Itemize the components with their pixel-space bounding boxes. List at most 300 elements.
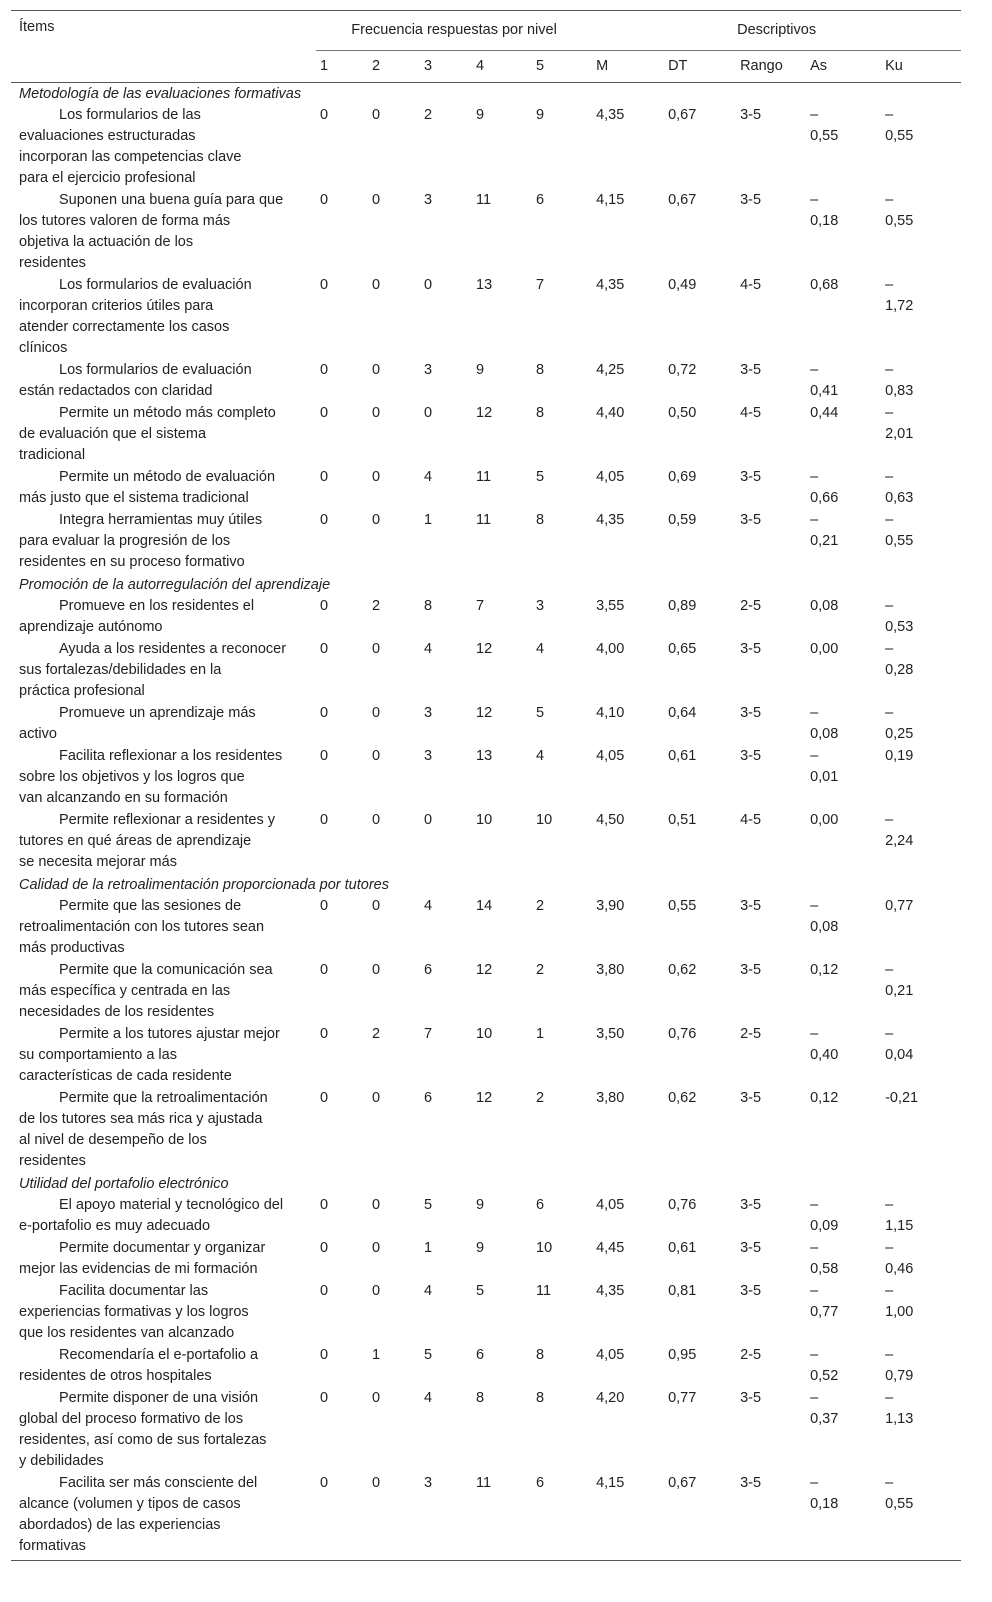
col-header-rango: Rango (736, 50, 806, 82)
item-text-line: Promueve en los residentes el (59, 597, 255, 614)
range-cell: 3-5 (740, 1389, 762, 1406)
col-header-ku: Ku (881, 50, 961, 82)
kurtosis-part: – (885, 106, 894, 123)
freq-2-cell: 0 (372, 191, 381, 208)
item-text-line: Los formularios de evaluación (59, 361, 252, 378)
freq-4-cell: 10 (476, 811, 493, 828)
kurtosis-cell (881, 746, 961, 810)
item-text (19, 105, 316, 189)
item-cell (11, 596, 316, 639)
skewness-part: 0,41 (810, 382, 839, 399)
freq-2-cell: 1 (372, 1346, 381, 1363)
sd-cell: 0,49 (668, 276, 697, 293)
skewness-part: – (810, 1346, 819, 1363)
mean-cell: 4,40 (596, 404, 625, 421)
item-text-line: incorporan criterios útiles para (19, 297, 214, 314)
skewness-cell (806, 1195, 881, 1238)
skewness-cell (806, 746, 881, 810)
frequency-group-header: Frecuencia respuestas por nivel (316, 11, 592, 51)
item-text (19, 960, 316, 1023)
skewness-part: 0,12 (810, 961, 839, 978)
kurtosis-cell (881, 960, 961, 1024)
kurtosis-cell (881, 1281, 961, 1345)
sd-cell: 0,67 (668, 191, 697, 208)
freq-4-cell: 11 (476, 191, 492, 208)
item-text-line: Promueve un aprendizaje más (59, 704, 256, 721)
freq-5-cell: 3 (536, 597, 545, 614)
freq-3-cell: 6 (424, 961, 433, 978)
mean-cell: 4,35 (596, 1282, 625, 1299)
kurtosis-cell (881, 1388, 961, 1473)
freq-5-cell: 5 (536, 468, 545, 485)
section-title: Utilidad del portafolio electrónico (19, 1175, 229, 1192)
item-text-line: residentes, así como de sus fortalezas (19, 1431, 267, 1448)
range-cell: 4-5 (740, 404, 762, 421)
kurtosis-part: 2,24 (885, 832, 914, 849)
kurtosis-part: – (885, 597, 894, 614)
freq-2-cell: 0 (372, 747, 381, 764)
item-text-line: Permite que la comunicación sea (59, 961, 273, 978)
kurtosis-part: – (885, 1025, 894, 1042)
mean-cell: 3,80 (596, 961, 625, 978)
skewness-part: – (810, 897, 819, 914)
skewness-part: 0,18 (810, 1495, 839, 1512)
freq-4-cell: 7 (476, 597, 485, 614)
table-row (11, 275, 961, 360)
skewness-part: – (810, 704, 819, 721)
skewness-part: – (810, 361, 819, 378)
freq-5-cell: 5 (536, 704, 545, 721)
kurtosis-cell (881, 810, 961, 874)
freq-3-cell: 4 (424, 468, 433, 485)
range-cell: 2-5 (740, 597, 762, 614)
skewness-part: 0,00 (810, 811, 839, 828)
item-text (19, 810, 316, 873)
freq-3-cell: 2 (424, 106, 433, 123)
item-text (19, 1281, 316, 1344)
kurtosis-part: – (885, 1196, 894, 1213)
item-cell (11, 1345, 316, 1388)
kurtosis-part: 1,13 (885, 1410, 914, 1427)
freq-1-cell: 0 (320, 1089, 329, 1106)
freq-2-cell: 0 (372, 1389, 381, 1406)
mean-cell: 4,05 (596, 1346, 625, 1363)
freq-4-cell: 9 (476, 1196, 485, 1213)
range-cell: 3-5 (740, 361, 762, 378)
table-row (11, 810, 961, 874)
range-cell: 3-5 (740, 511, 762, 528)
freq-4-cell: 11 (476, 468, 492, 485)
item-text-line: su comportamiento a las (19, 1046, 177, 1063)
item-cell (11, 746, 316, 810)
item-cell (11, 467, 316, 510)
item-text-line: más productivas (19, 939, 125, 956)
freq-4-cell: 13 (476, 276, 493, 293)
freq-2-cell: 0 (372, 276, 381, 293)
freq-5-cell: 11 (536, 1282, 552, 1299)
kurtosis-part: – (885, 361, 894, 378)
item-text-line: para el ejercicio profesional (19, 169, 196, 186)
freq-5-cell: 2 (536, 1089, 545, 1106)
mean-cell: 3,90 (596, 897, 625, 914)
item-text-line: residentes en su proceso formativo (19, 553, 245, 570)
kurtosis-part: 0,55 (885, 532, 914, 549)
skewness-cell (806, 467, 881, 510)
freq-2-cell: 0 (372, 404, 381, 421)
freq-3-cell: 1 (424, 511, 433, 528)
item-text-line: Facilita ser más consciente del (59, 1474, 258, 1491)
kurtosis-part: – (885, 1474, 894, 1491)
descriptives-group-header: Descriptivos (592, 11, 961, 51)
sd-cell: 0,61 (668, 1239, 697, 1256)
freq-5-cell: 2 (536, 961, 545, 978)
item-text-line: Permite que las sesiones de (59, 897, 242, 914)
skewness-part: 0,00 (810, 640, 839, 657)
kurtosis-part: 1,72 (885, 297, 914, 314)
sd-cell: 0,59 (668, 511, 697, 528)
kurtosis-part: 0,25 (885, 725, 914, 742)
range-cell: 3-5 (740, 640, 762, 657)
kurtosis-cell (881, 1024, 961, 1088)
skewness-part: 0,08 (810, 918, 839, 935)
skewness-cell (806, 703, 881, 746)
kurtosis-part: 0,55 (885, 1495, 914, 1512)
range-cell: 2-5 (740, 1025, 762, 1042)
item-text (19, 1195, 316, 1237)
skewness-cell (806, 1088, 881, 1173)
item-text-line: y debilidades (19, 1452, 104, 1469)
freq-5-cell: 4 (536, 640, 545, 657)
kurtosis-part: 0,79 (885, 1367, 914, 1384)
kurtosis-cell (881, 403, 961, 467)
kurtosis-part: 1,15 (885, 1217, 914, 1234)
freq-4-cell: 12 (476, 1089, 493, 1106)
sd-cell: 0,81 (668, 1282, 697, 1299)
sd-cell: 0,76 (668, 1025, 697, 1042)
freq-1-cell: 0 (320, 511, 329, 528)
table-row (11, 639, 961, 703)
col-header-m: M (592, 50, 664, 82)
item-cell (11, 1473, 316, 1561)
kurtosis-part: – (885, 961, 894, 978)
freq-4-cell: 14 (476, 897, 493, 914)
skewness-cell (806, 1345, 881, 1388)
item-text-line: necesidades de los residentes (19, 1003, 215, 1020)
item-cell (11, 810, 316, 874)
freq-4-cell: 10 (476, 1025, 493, 1042)
kurtosis-part: – (885, 1389, 894, 1406)
kurtosis-part: – (885, 191, 894, 208)
table-row (11, 190, 961, 275)
mean-cell: 4,20 (596, 1389, 625, 1406)
freq-1-cell: 0 (320, 106, 329, 123)
kurtosis-cell (881, 896, 961, 960)
item-text-line: formativas (19, 1537, 86, 1554)
item-text-line: práctica profesional (19, 682, 145, 699)
col-header-5: 5 (532, 50, 592, 82)
item-text-line: objetiva la actuación de los (19, 233, 194, 250)
item-text-line: incorporan las competencias clave (19, 148, 242, 165)
mean-cell: 4,05 (596, 747, 625, 764)
skewness-cell (806, 896, 881, 960)
table-container (11, 10, 961, 1561)
freq-3-cell: 3 (424, 747, 433, 764)
item-cell (11, 360, 316, 403)
item-text-line: clínicos (19, 339, 68, 356)
range-cell: 3-5 (740, 961, 762, 978)
mean-cell: 3,50 (596, 1025, 625, 1042)
section-title: Promoción de la autorregulación del aprendizaje (19, 576, 331, 593)
sd-cell: 0,67 (668, 106, 697, 123)
freq-1-cell: 0 (320, 897, 329, 914)
kurtosis-part: – (885, 811, 894, 828)
freq-2-cell: 0 (372, 1282, 381, 1299)
skewness-part: – (810, 1239, 819, 1256)
freq-3-cell: 0 (424, 276, 433, 293)
freq-3-cell: 4 (424, 1282, 433, 1299)
item-text-line: e-portafolio es muy adecuado (19, 1217, 211, 1234)
section-header-row (11, 574, 961, 596)
freq-5-cell: 7 (536, 276, 545, 293)
freq-4-cell: 12 (476, 640, 493, 657)
freq-5-cell: 6 (532, 1473, 592, 1561)
freq-1-cell: 0 (320, 404, 329, 421)
table-body (11, 82, 961, 1560)
item-text-line: Ayuda a los residentes a reconocer (59, 640, 287, 657)
kurtosis-cell (881, 1195, 961, 1238)
section-title: Calidad de la retroalimentación proporcionada por tutores (19, 876, 389, 893)
item-text (19, 1088, 316, 1172)
range-cell: 3-5 (740, 704, 762, 721)
item-text (19, 190, 316, 274)
freq-3-cell: 4 (424, 1389, 433, 1406)
item-text-line: Los formularios de las (59, 106, 201, 123)
mean-cell: 4,05 (596, 1196, 625, 1213)
freq-1-cell: 0 (320, 1025, 329, 1042)
item-text (19, 1024, 316, 1087)
table-row (11, 1281, 961, 1345)
freq-5-cell: 9 (536, 106, 545, 123)
freq-5-cell: 6 (536, 1196, 545, 1213)
item-cell (11, 1281, 316, 1345)
kurtosis-part: 2,01 (885, 425, 914, 442)
header-row-columns (11, 50, 961, 82)
range-cell: 3-5 (740, 1239, 762, 1256)
kurtosis-cell (881, 1238, 961, 1281)
range-cell: 4-5 (740, 276, 762, 293)
freq-3-cell: 3 (424, 191, 433, 208)
item-text (19, 896, 316, 959)
freq-3-cell: 0 (424, 404, 433, 421)
skewness-cell (806, 1238, 881, 1281)
freq-4-cell: 5 (476, 1282, 485, 1299)
freq-1-cell: 0 (320, 961, 329, 978)
mean-cell: 4,05 (596, 468, 625, 485)
table-row (11, 105, 961, 190)
kurtosis-cell (881, 703, 961, 746)
table-row (11, 510, 961, 574)
freq-2-cell: 0 (372, 640, 381, 657)
skewness-part: 0,77 (810, 1303, 839, 1320)
freq-2-cell: 0 (372, 361, 381, 378)
section-header-row (11, 1173, 961, 1195)
kurtosis-part: – (885, 1239, 894, 1256)
item-text (19, 467, 316, 509)
sd-cell: 0,64 (668, 704, 697, 721)
item-cell (11, 105, 316, 190)
table-row (11, 1345, 961, 1388)
freq-2-cell: 0 (372, 1196, 381, 1213)
mean-cell: 4,25 (596, 361, 625, 378)
skewness-cell (806, 275, 881, 360)
table-row (11, 960, 961, 1024)
item-cell (11, 190, 316, 275)
freq-3-cell: 0 (424, 811, 433, 828)
item-text-line: que los residentes van alcanzado (19, 1324, 235, 1341)
item-cell (11, 703, 316, 746)
freq-2-cell: 0 (372, 511, 381, 528)
item-text-line: Suponen una buena guía para que (59, 191, 284, 208)
kurtosis-part: – (885, 468, 894, 485)
item-text-line: El apoyo material y tecnológico del (59, 1196, 284, 1213)
item-text-line: van alcanzando en su formación (19, 789, 228, 806)
skewness-part: – (810, 1389, 819, 1406)
item-text (19, 1473, 316, 1557)
range-cell: 3-5 (740, 468, 762, 485)
table-row (11, 1238, 961, 1281)
item-text-line: Permite un método más completo (59, 404, 276, 421)
freq-3-cell: 6 (424, 1089, 433, 1106)
skewness-part: 0,37 (810, 1410, 839, 1427)
kurtosis-part: 0,21 (885, 982, 914, 999)
sd-cell: 0,62 (668, 1089, 697, 1106)
freq-5-cell: 8 (536, 1346, 545, 1363)
freq-5-cell: 2 (536, 897, 545, 914)
item-text-line: más específica y centrada en las (19, 982, 231, 999)
freq-2-cell: 0 (372, 468, 381, 485)
skewness-part: – (810, 511, 819, 528)
freq-1-cell: 0 (320, 704, 329, 721)
freq-2-cell: 2 (372, 597, 381, 614)
freq-1-cell: 0 (320, 597, 329, 614)
item-text (19, 1388, 316, 1472)
skewness-part: – (810, 1196, 819, 1213)
col-header-3: 3 (420, 50, 472, 82)
item-text (19, 403, 316, 466)
skewness-part: 0,44 (810, 404, 839, 421)
freq-2-cell: 2 (372, 1025, 381, 1042)
skewness-part: 0,12 (810, 1089, 839, 1106)
item-text-line: más justo que el sistema tradicional (19, 489, 249, 506)
freq-2-cell: 0 (372, 897, 381, 914)
freq-3-cell: 5 (424, 1196, 433, 1213)
item-text (19, 1345, 316, 1387)
freq-5-cell: 8 (536, 511, 545, 528)
range-cell: 3-5 (740, 1089, 762, 1106)
freq-1-cell: 0 (320, 1196, 329, 1213)
section-header-row (11, 874, 961, 896)
mean-cell: 4,45 (596, 1239, 625, 1256)
table-row (11, 1473, 961, 1561)
sd-cell: 0,51 (668, 811, 697, 828)
item-text-line: Los formularios de evaluación (59, 276, 252, 293)
skewness-part: – (810, 1025, 819, 1042)
mean-cell: 4,15 (592, 1473, 664, 1561)
item-text-line: sus fortalezas/debilidades en la (19, 661, 222, 678)
item-text-line: activo (19, 725, 57, 742)
kurtosis-cell (881, 190, 961, 275)
freq-3-cell: 3 (420, 1473, 472, 1561)
item-text-line: Permite documentar y organizar (59, 1239, 266, 1256)
item-text-line: Permite a los tutores ajustar mejor (59, 1025, 280, 1042)
table-row (11, 896, 961, 960)
item-text-line: están redactados con claridad (19, 382, 213, 399)
skewness-cell (806, 1473, 881, 1561)
mean-cell: 4,10 (596, 704, 625, 721)
col-header-1: 1 (316, 50, 368, 82)
table-row (11, 703, 961, 746)
freq-4-cell: 6 (476, 1346, 485, 1363)
skewness-part: – (810, 106, 819, 123)
freq-5-cell: 4 (536, 747, 545, 764)
item-text-line: aprendizaje autónomo (19, 618, 163, 635)
skewness-part: 0,08 (810, 597, 839, 614)
freq-2-cell: 0 (372, 811, 381, 828)
range-cell: 3-5 (740, 191, 762, 208)
skewness-cell (806, 360, 881, 403)
skewness-part: 0,68 (810, 276, 839, 293)
skewness-part: 0,18 (810, 212, 839, 229)
freq-1-cell: 0 (320, 361, 329, 378)
mean-cell: 3,80 (596, 1089, 625, 1106)
freq-4-cell: 13 (476, 747, 493, 764)
item-text-line: sobre los objetivos y los logros que (19, 768, 245, 785)
skewness-part: 0,55 (810, 127, 839, 144)
item-text (19, 596, 316, 638)
freq-3-cell: 3 (424, 704, 433, 721)
kurtosis-cell (881, 1473, 961, 1561)
items-header: Ítems (11, 11, 316, 51)
freq-5-cell: 6 (536, 191, 545, 208)
kurtosis-part: – (885, 704, 894, 721)
freq-5-cell: 10 (536, 811, 553, 828)
skewness-part: 0,08 (810, 725, 839, 742)
item-text-line: residentes (19, 1152, 86, 1169)
range-cell: 4-5 (740, 811, 762, 828)
kurtosis-part: 0,55 (885, 212, 914, 229)
freq-2-cell: 0 (372, 106, 381, 123)
kurtosis-part: -0,21 (885, 1089, 919, 1106)
freq-4-cell: 8 (476, 1389, 485, 1406)
item-cell (11, 1388, 316, 1473)
mean-cell: 4,50 (596, 811, 625, 828)
skewness-cell (806, 403, 881, 467)
skewness-part: – (810, 1282, 819, 1299)
item-text-line: Permite un método de evaluación (59, 468, 276, 485)
table-row (11, 1388, 961, 1473)
kurtosis-cell (881, 1345, 961, 1388)
skewness-cell (806, 1388, 881, 1473)
skewness-cell (806, 1024, 881, 1088)
item-text-line: global del proceso formativo de los (19, 1410, 244, 1427)
sd-cell: 0,55 (668, 897, 697, 914)
kurtosis-cell (881, 1088, 961, 1173)
item-text-line: residentes (19, 254, 86, 271)
freq-4-cell: 9 (476, 361, 485, 378)
item-text (19, 703, 316, 745)
kurtosis-cell (881, 360, 961, 403)
sd-cell: 0,89 (668, 597, 697, 614)
